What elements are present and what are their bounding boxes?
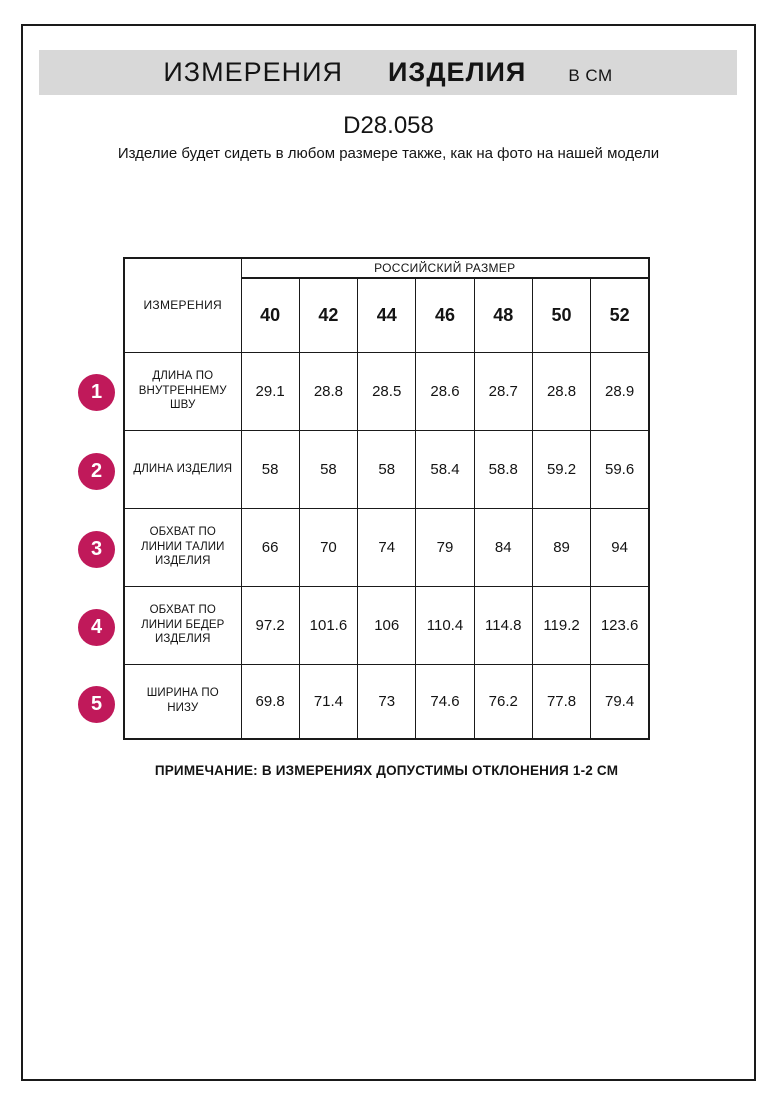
measurement-value: 58 (358, 430, 416, 508)
measurement-value: 59.6 (591, 430, 649, 508)
size-group-header: РОССИЙСКИЙ РАЗМЕР (241, 258, 649, 278)
size-header: 48 (474, 278, 532, 352)
measurement-value: 29.1 (241, 352, 299, 430)
header-band (39, 50, 737, 95)
measurement-value: 71.4 (299, 664, 357, 739)
measurement-label: ДЛИНА ИЗДЕЛИЯ (124, 430, 241, 508)
measurement-value: 28.8 (532, 352, 590, 430)
fit-subtitle: Изделие будет сидеть в любом размере также, как на фото на нашей модели (117, 145, 660, 162)
size-header: 40 (241, 278, 299, 352)
measurement-value: 70 (299, 508, 357, 586)
measurement-value: 119.2 (532, 586, 590, 664)
measurement-value: 66 (241, 508, 299, 586)
measurement-value: 84 (474, 508, 532, 586)
table-row (124, 508, 649, 586)
measurement-value: 77.8 (532, 664, 590, 739)
measurement-value: 79 (416, 508, 474, 586)
measurement-value: 28.8 (299, 352, 357, 430)
measurement-label: ОБХВАТ ПО ЛИНИИ ТАЛИИ ИЗДЕЛИЯ (124, 508, 241, 586)
row-number-badge: 3 (78, 531, 115, 568)
size-group-row (124, 258, 649, 278)
measurement-value: 59.2 (532, 430, 590, 508)
measurement-value: 28.5 (358, 352, 416, 430)
measurement-value: 101.6 (299, 586, 357, 664)
row-number-badge: 5 (78, 686, 115, 723)
size-header: 52 (591, 278, 649, 352)
measurement-value: 76.2 (474, 664, 532, 739)
measurement-value: 123.6 (591, 586, 649, 664)
measurement-value: 28.9 (591, 352, 649, 430)
measurement-value: 106 (358, 586, 416, 664)
measurement-value: 69.8 (241, 664, 299, 739)
measurement-value: 74 (358, 508, 416, 586)
measurement-label: ДЛИНА ПО ВНУТРЕННЕМУ ШВУ (124, 352, 241, 430)
measurement-label: ОБХВАТ ПО ЛИНИИ БЕДЕР ИЗДЕЛИЯ (124, 586, 241, 664)
table-row (124, 586, 649, 664)
size-header: 46 (416, 278, 474, 352)
row-number-badge: 2 (78, 453, 115, 490)
measurement-value: 94 (591, 508, 649, 586)
tolerance-note: ПРИМЕЧАНИЕ: В ИЗМЕРЕНИЯХ ДОПУСТИМЫ ОТКЛОНЕНИЯ 1-2 СМ (154, 763, 619, 778)
measurements-column-header: ИЗМЕРЕНИЯ (124, 258, 241, 352)
measurement-value: 58 (299, 430, 357, 508)
measurement-value: 58.8 (474, 430, 532, 508)
size-header: 50 (532, 278, 590, 352)
measurement-value: 89 (532, 508, 590, 586)
measurement-value: 74.6 (416, 664, 474, 739)
measurement-value: 97.2 (241, 586, 299, 664)
header-unit-label: В СМ (568, 66, 613, 85)
measurement-value: 28.6 (416, 352, 474, 430)
measurement-value: 58 (241, 430, 299, 508)
header-title-word2: ИЗДЕЛИЯ (388, 57, 527, 87)
size-header: 44 (358, 278, 416, 352)
size-header: 42 (299, 278, 357, 352)
table-row (124, 664, 649, 739)
measurement-value: 58.4 (416, 430, 474, 508)
measurement-label: ШИРИНА ПО НИЗУ (124, 664, 241, 739)
row-number-badge: 4 (78, 609, 115, 646)
measurement-value: 28.7 (474, 352, 532, 430)
measurement-value: 73 (358, 664, 416, 739)
table-row (124, 430, 649, 508)
measurement-value: 79.4 (591, 664, 649, 739)
measurement-value: 110.4 (416, 586, 474, 664)
size-measurements-table (123, 257, 650, 740)
page-border-frame (21, 24, 756, 1081)
row-number-badge: 1 (78, 374, 115, 411)
header-title-word1: ИЗМЕРЕНИЯ (163, 57, 343, 87)
model-code: D28.058 (343, 112, 434, 139)
measurement-value: 114.8 (474, 586, 532, 664)
table-row (124, 352, 649, 430)
